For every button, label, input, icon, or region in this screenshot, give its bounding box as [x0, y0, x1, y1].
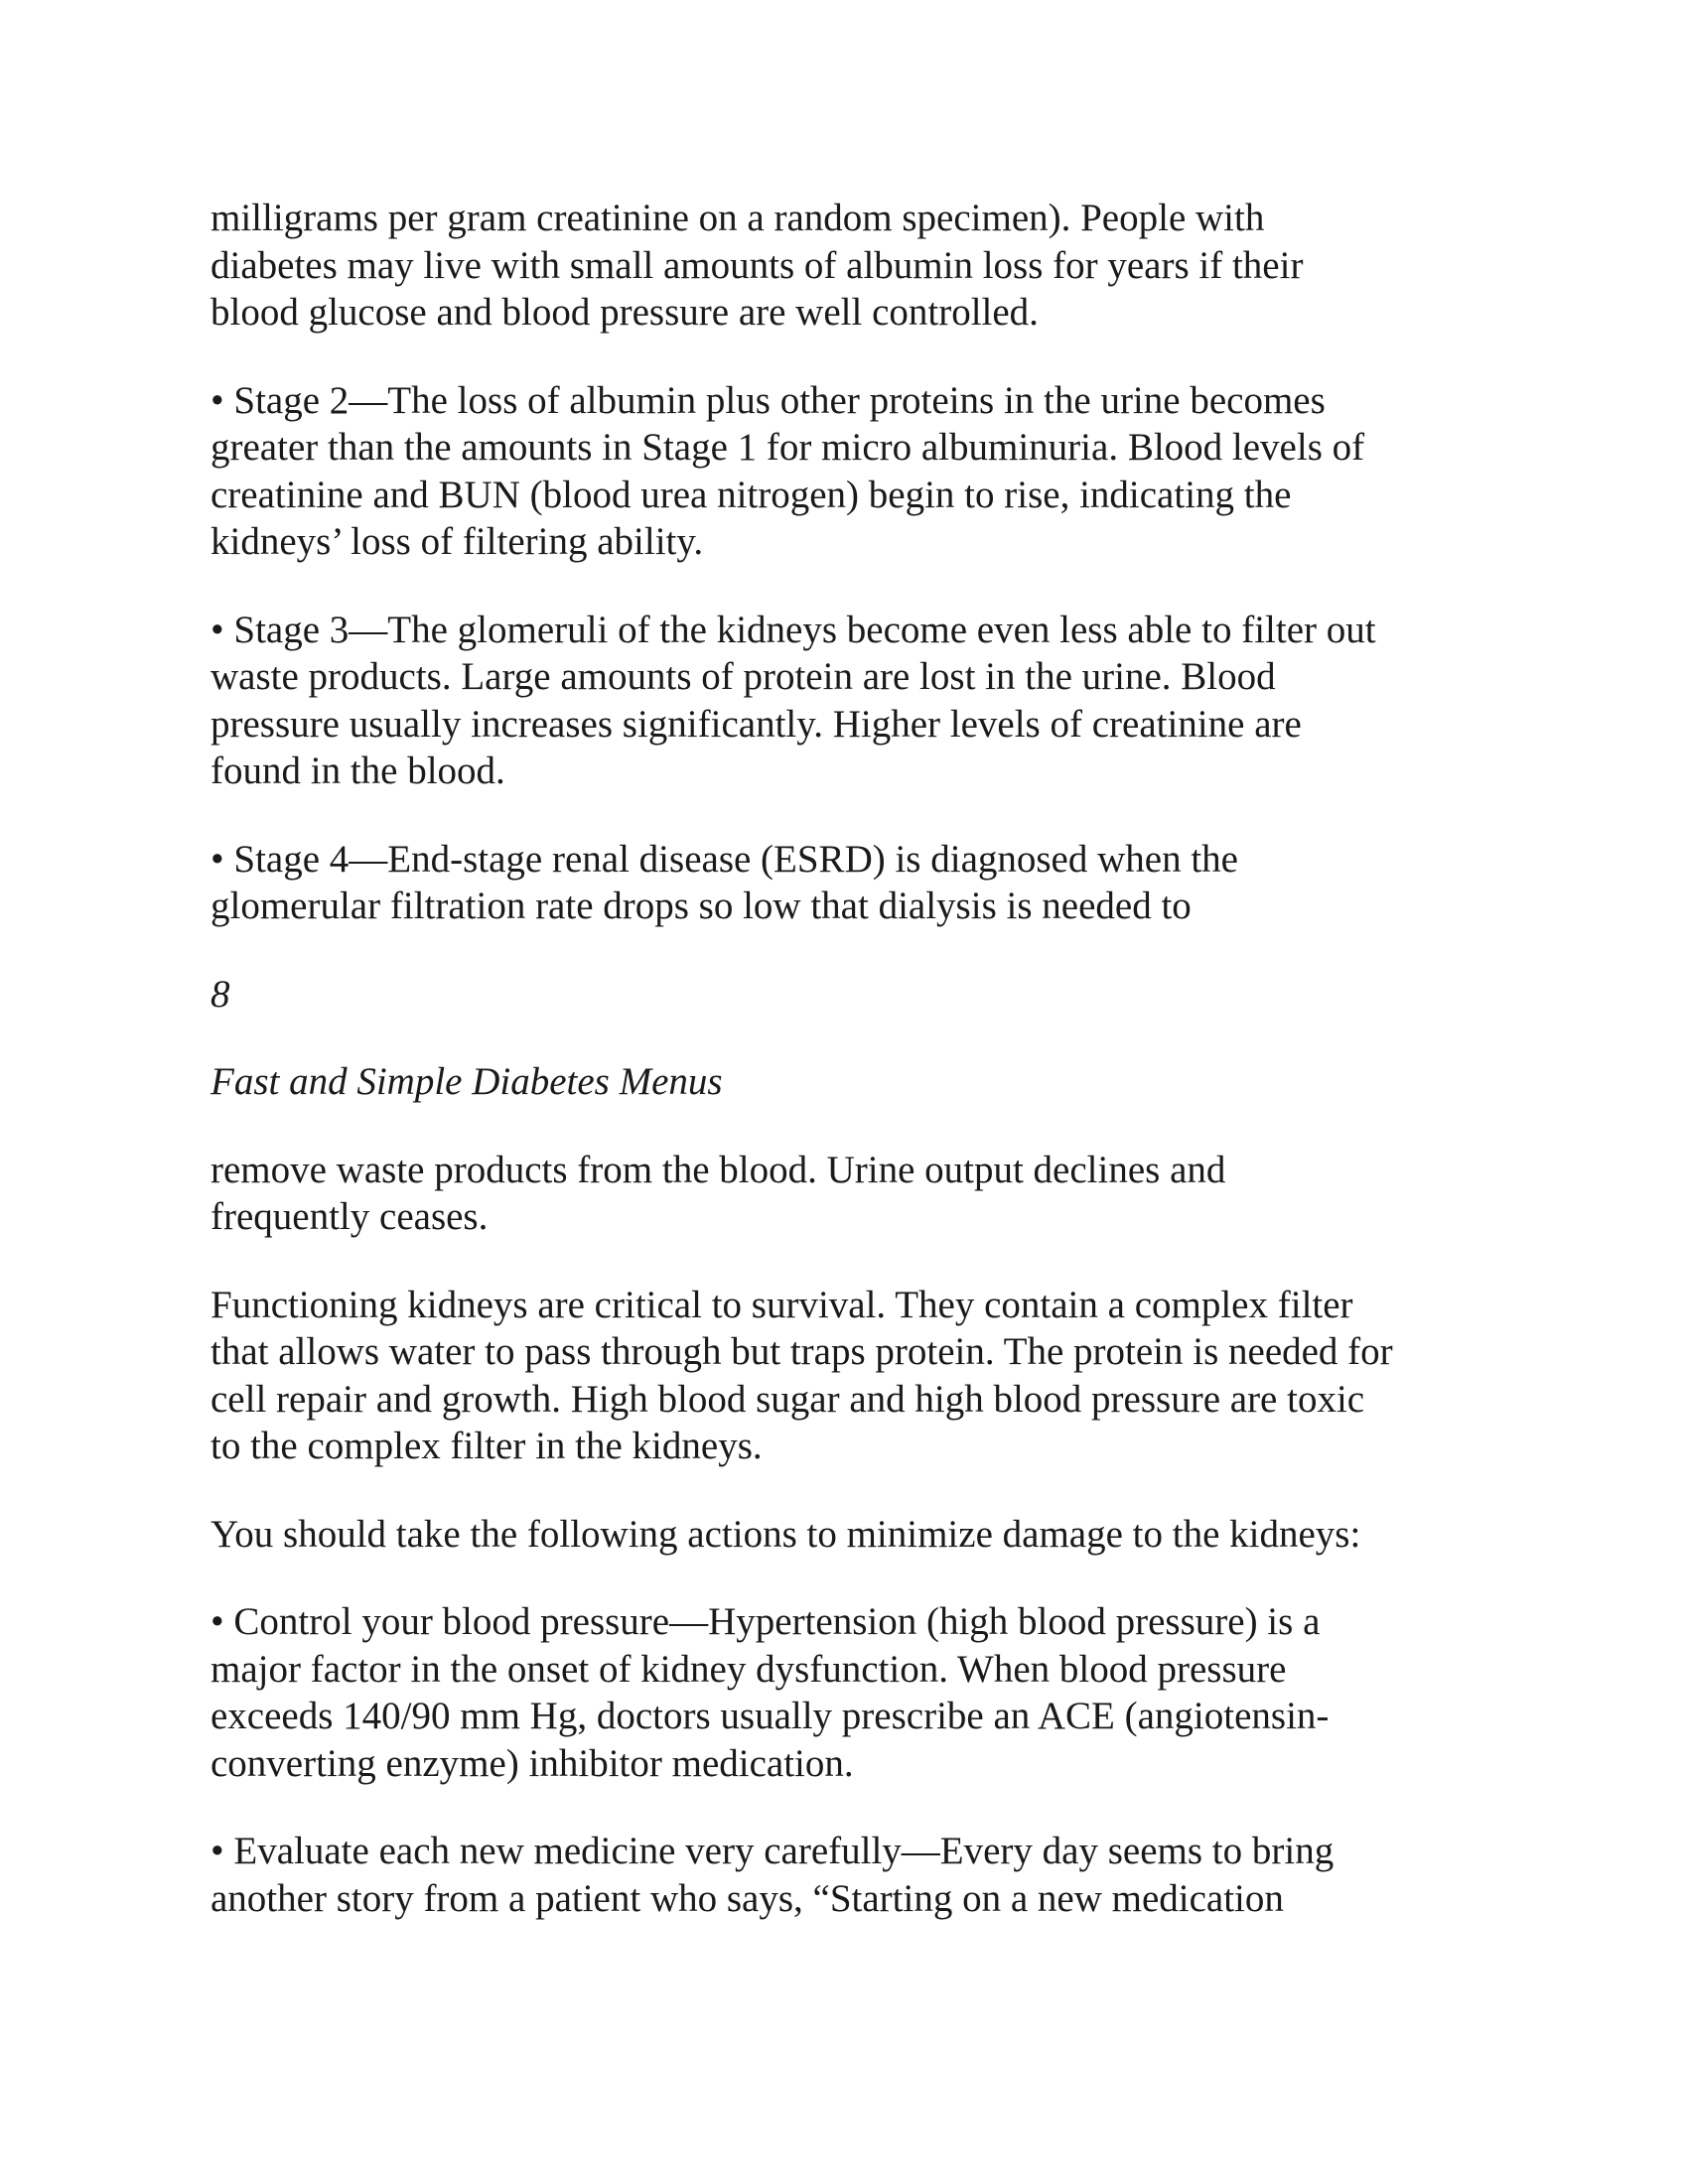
paragraph-evaluate-medicine: • Evaluate each new medicine very carefully—Every day seems to bring another story from a patient who says, “Starting on a new medication	[211, 1830, 1335, 1920]
paragraph-stage-4-continued: remove waste products from the blood. Urine output declines and frequently ceases.	[211, 1148, 1226, 1238]
paragraph-albumin-loss: milligrams per gram creatinine on a random specimen). People with diabetes may live with small amounts of albumin loss for years if their blood glucose and blood pressure are well controlled.	[211, 197, 1304, 334]
document-page	[211, 195, 1501, 1963]
paragraph-stage-2: • Stage 2—The loss of albumin plus other proteins in the urine becomes greater than the amounts in Stage 1 for micro albuminuria. Blood levels of creatinine and BUN (blood urea nitrogen) begin to rise, indicating the kidneys’ loss of filtering ability.	[211, 378, 1365, 563]
paragraph-stage-4: • Stage 4—End-stage renal disease (ESRD) is diagnosed when the glomerular filtration rate drops so low that dialysis is needed to	[211, 837, 1238, 927]
running-title: Fast and Simple Diabetes Menus	[211, 1060, 723, 1103]
page-number: 8	[211, 972, 230, 1016]
paragraph-actions-intro: You should take the following actions to minimize damage to the kidneys:	[211, 1512, 1361, 1556]
paragraph-functioning-kidneys: Functioning kidneys are critical to survival. They contain a complex filter that allows water to pass through but traps protein. The protein is needed for cell repair and growth. High blood sugar and high blood pressure are toxic to the complex filter in the kidneys.	[211, 1283, 1393, 1467]
paragraph-control-blood-pressure: • Control your blood pressure—Hypertension (high blood pressure) is a major factor in the onset of kidney dysfunction. When blood pressure exceeds 140/90 mm Hg, doctors usually prescribe an ACE (angiotensin- converting enzyme) inhibitor medication.	[211, 1600, 1330, 1785]
paragraph-stage-3: • Stage 3—The glomeruli of the kidneys become even less able to filter out waste products. Large amounts of protein are lost in the urine. Blood pressure usually increases significantly. Higher levels of creatinine are found in the blood.	[211, 608, 1376, 792]
